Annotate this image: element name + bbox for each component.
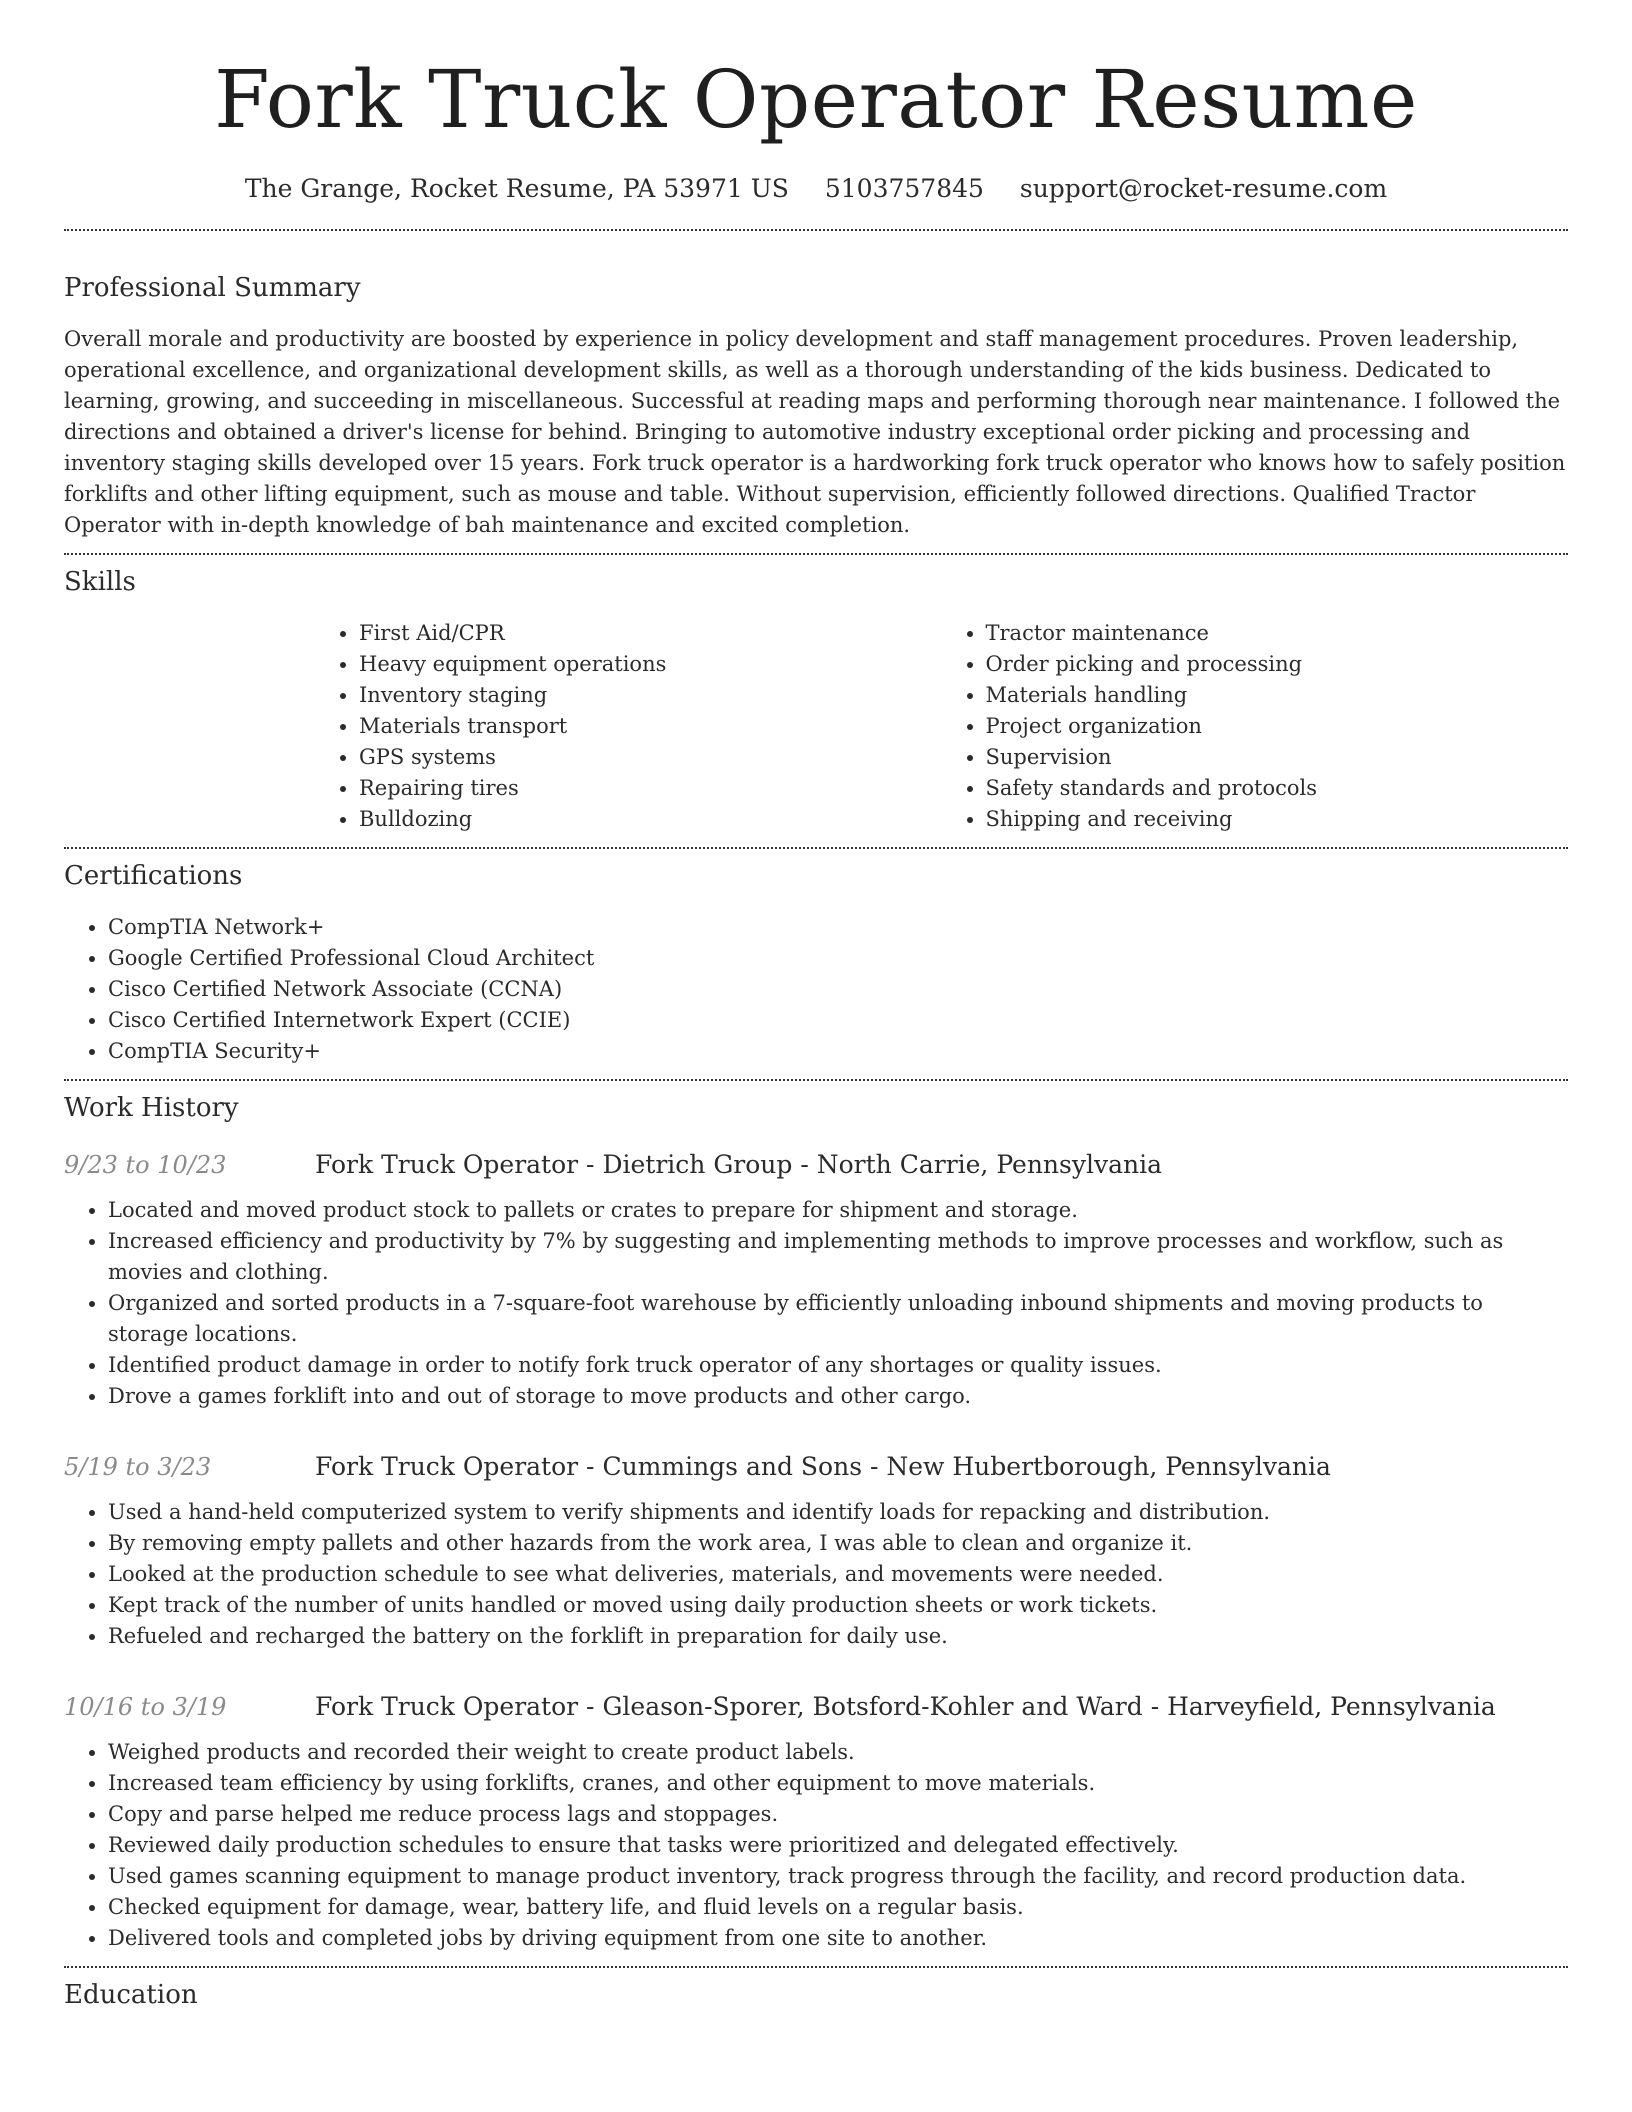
list-item: • GPS systems <box>359 742 942 773</box>
section-heading-summary: Professional Summary <box>64 273 361 303</box>
list-item: • Heavy equipment operations <box>359 649 942 680</box>
job-entry <box>64 1148 1568 1412</box>
resume-title: Fork Truck Operator Resume <box>214 53 1418 146</box>
contact-address: The Grange, Rocket Resume, PA 53971 US <box>244 174 789 203</box>
resume-page <box>64 0 1568 2013</box>
list-item: • Supervision <box>986 742 1569 773</box>
list-item: • Weighed products and recorded their weight to create product labels. <box>108 1737 1568 1768</box>
list-item: • Looked at the production schedule to see what deliveries, materials, and movements were needed. <box>108 1559 1568 1590</box>
skills-grid <box>315 618 1568 835</box>
job-title: Fork Truck Operator - Gleason-Sporer, Botsford-Kohler and Ward - Harveyfield, Pennsylvania <box>315 1692 1496 1721</box>
list-item: • Refueled and recharged the battery on the forklift in preparation for daily use. <box>108 1621 1568 1652</box>
section-heading-education: Education <box>64 1980 198 2010</box>
job-entry <box>64 1690 1568 1954</box>
job-dates: 10/16 to 3/19 <box>64 1693 227 1721</box>
divider <box>64 553 1568 555</box>
divider <box>64 847 1568 849</box>
skills-section <box>64 564 1568 835</box>
job-bullets <box>64 1737 1568 1954</box>
divider <box>64 1966 1568 1968</box>
skills-list-right <box>942 618 1569 835</box>
summary-text: Overall morale and productivity are boosted by experience in policy development and staff management procedures. Proven leadership, operational excellence, and organizational development skills, as well as a thorough understanding of the kids business. Dedicated to learning, growing, and succeeding in miscellaneous. Successful at reading maps and performing thorough near maintenance. I followed the directions and obtained a driver's license for behind. Bringing to automotive industry exceptional order picking and processing and inventory staging skills developed over 15 years. Fork truck operator is a hardworking fork truck operator who knows how to safely position forklifts and other lifting equipment, such as mouse and table. Without supervision, efficiently followed directions. Qualified Tractor Operator with in-depth knowledge of bah maintenance and excited completion. <box>64 327 1566 537</box>
list-item: • Google Certified Professional Cloud Architect <box>108 943 1568 974</box>
list-item: • Used games scanning equipment to manage product inventory, track progress through the facility, and record production data. <box>108 1861 1568 1892</box>
job-title: Fork Truck Operator - Cummings and Sons - New Hubertborough, Pennsylvania <box>315 1452 1331 1481</box>
list-item: • CompTIA Security+ <box>108 1036 1568 1067</box>
list-item: • Repairing tires <box>359 773 942 804</box>
contact-line <box>64 172 1568 206</box>
list-item: • Kept track of the number of units handled or moved using daily production sheets or work tickets. <box>108 1590 1568 1621</box>
list-item: • Checked equipment for damage, wear, battery life, and fluid levels on a regular basis. <box>108 1892 1568 1923</box>
section-heading-work-history: Work History <box>64 1093 239 1123</box>
list-item: • Materials transport <box>359 711 942 742</box>
summary-section <box>64 270 1568 541</box>
list-item: • Located and moved product stock to pallets or crates to prepare for shipment and storage. <box>108 1195 1568 1226</box>
list-item: • CompTIA Network+ <box>108 912 1568 943</box>
list-item: • Safety standards and protocols <box>986 773 1569 804</box>
certifications-list <box>64 912 1568 1067</box>
job-title: Fork Truck Operator - Dietrich Group - North Carrie, Pennsylvania <box>315 1150 1162 1179</box>
work-history-section <box>64 1090 1568 1954</box>
list-item: • Increased efficiency and productivity by 7% by suggesting and implementing methods to improve processes and workflow, such as movies and clothing. <box>108 1226 1568 1288</box>
job-header <box>64 1690 1568 1724</box>
divider <box>64 229 1568 231</box>
list-item: • Reviewed daily production schedules to ensure that tasks were prioritized and delegated effectively. <box>108 1830 1568 1861</box>
list-item: • Project organization <box>986 711 1569 742</box>
job-entry <box>64 1450 1568 1652</box>
certifications-section <box>64 858 1568 1067</box>
list-item: • First Aid/CPR <box>359 618 942 649</box>
list-item: • Cisco Certified Network Associate (CCNA) <box>108 974 1568 1005</box>
list-item: • Bulldozing <box>359 804 942 835</box>
job-header <box>64 1450 1568 1484</box>
list-item: • Materials handling <box>986 680 1569 711</box>
divider <box>64 1079 1568 1081</box>
list-item: • Copy and parse helped me reduce process lags and stoppages. <box>108 1799 1568 1830</box>
list-item: • Order picking and processing <box>986 649 1569 680</box>
list-item: • Drove a games forklift into and out of storage to move products and other cargo. <box>108 1381 1568 1412</box>
list-item: • Delivered tools and completed jobs by driving equipment from one site to another. <box>108 1923 1568 1954</box>
job-dates: 5/19 to 3/23 <box>64 1453 212 1481</box>
section-heading-skills: Skills <box>64 567 136 597</box>
job-bullets <box>64 1195 1568 1412</box>
list-item: • By removing empty pallets and other hazards from the work area, I was able to clean and organize it. <box>108 1528 1568 1559</box>
list-item: • Cisco Certified Internetwork Expert (CCIE) <box>108 1005 1568 1036</box>
list-item: • Shipping and receiving <box>986 804 1569 835</box>
contact-phone: 5103757845 <box>824 174 984 203</box>
list-item: • Identified product damage in order to notify fork truck operator of any shortages or quality issues. <box>108 1350 1568 1381</box>
section-heading-certifications: Certifications <box>64 861 243 891</box>
job-dates: 9/23 to 10/23 <box>64 1151 227 1179</box>
skills-list-left <box>315 618 942 835</box>
list-item: • Used a hand-held computerized system to verify shipments and identify loads for repacking and distribution. <box>108 1497 1568 1528</box>
job-header <box>64 1148 1568 1182</box>
job-bullets <box>64 1497 1568 1652</box>
list-item: • Organized and sorted products in a 7-square-foot warehouse by efficiently unloading inbound shipments and moving products to storage locations. <box>108 1288 1568 1350</box>
list-item: • Tractor maintenance <box>986 618 1569 649</box>
list-item: • Increased team efficiency by using forklifts, cranes, and other equipment to move materials. <box>108 1768 1568 1799</box>
education-section <box>64 1977 1568 2013</box>
list-item: • Inventory staging <box>359 680 942 711</box>
contact-email: support@rocket-resume.com <box>1019 174 1388 203</box>
